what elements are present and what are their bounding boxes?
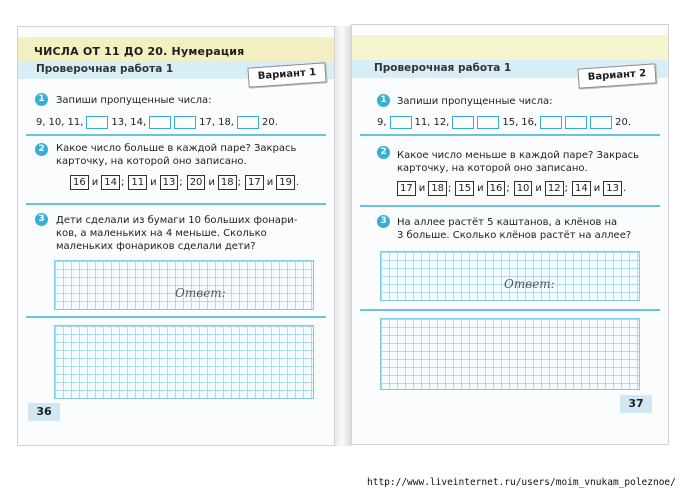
pair-separator: ; xyxy=(447,183,452,194)
divider xyxy=(360,205,660,207)
sequence-number: 9, xyxy=(377,117,387,128)
number-card[interactable]: 18 xyxy=(218,175,237,190)
task-3-text-line-3: маленьких фонариков сделали дети? xyxy=(56,241,256,252)
chapter-title: ЧИСЛА ОТ 11 ДО 20. Нумерация xyxy=(34,45,245,58)
number-card[interactable]: 18 xyxy=(428,181,447,196)
divider xyxy=(26,134,326,136)
missing-number-box[interactable] xyxy=(477,116,499,129)
conjunction-label: и xyxy=(477,183,484,194)
number-card[interactable]: 17 xyxy=(245,175,264,190)
divider xyxy=(26,203,326,205)
task-3-text-line-2: ков, а маленьких на 4 меньше. Сколько xyxy=(56,228,267,239)
number-card[interactable]: 15 xyxy=(455,181,474,196)
answer-grid[interactable] xyxy=(380,251,640,301)
task-2-number-icon: 2 xyxy=(35,143,48,156)
divider xyxy=(360,309,660,311)
pair-separator: . xyxy=(623,183,627,194)
sequence-number: 20. xyxy=(615,117,632,128)
work-title: Проверочная работа 1 xyxy=(374,62,512,74)
task-2-text-line-1: Какое число больше в каждой паре? Закрась xyxy=(56,143,297,154)
missing-number-box[interactable] xyxy=(86,116,108,129)
work-title: Проверочная работа 1 xyxy=(36,63,174,75)
left-page xyxy=(17,26,335,446)
book-spine xyxy=(335,26,351,446)
number-card[interactable]: 20 xyxy=(187,175,206,190)
sequence-number: 20. xyxy=(261,117,278,128)
task-1-number-icon: 1 xyxy=(377,94,390,107)
divider xyxy=(26,316,326,318)
answer-label: Ответ: xyxy=(504,277,555,291)
task-3-number-icon: 3 xyxy=(377,215,390,228)
sequence-number: 12, xyxy=(433,117,450,128)
task-2-number-icon: 2 xyxy=(377,146,390,159)
page-number: 37 xyxy=(620,395,652,413)
pair-separator: ; xyxy=(120,177,125,188)
missing-number-box[interactable] xyxy=(390,116,412,129)
conjunction-label: и xyxy=(91,177,99,188)
task-1-text: Запиши пропущенные числа: xyxy=(397,96,553,107)
pair-separator: ; xyxy=(179,177,183,188)
sequence-number: 15, xyxy=(502,117,519,128)
sequence-number: 11, xyxy=(414,117,431,128)
conjunction-label: и xyxy=(593,183,601,194)
missing-number-box[interactable] xyxy=(174,116,196,129)
sequence-number: 17, xyxy=(199,117,216,128)
number-card[interactable]: 13 xyxy=(603,181,622,196)
sequence-number: 13, xyxy=(111,117,128,128)
task-3-text-line-1: На аллее растёт 5 каштанов, а клёнов на xyxy=(397,217,618,228)
missing-number-box[interactable] xyxy=(237,116,259,129)
solution-grid[interactable] xyxy=(54,325,314,399)
sequence-number: 11, xyxy=(67,117,84,128)
variant-tag: Вариант 1 xyxy=(247,62,326,87)
task-1-number-icon: 1 xyxy=(35,93,48,106)
missing-number-box[interactable] xyxy=(590,116,612,129)
task-3-number-icon: 3 xyxy=(35,213,48,226)
sequence-number: 9, xyxy=(36,117,46,128)
number-card[interactable]: 10 xyxy=(514,181,533,196)
task-1-number-sequence xyxy=(377,116,634,129)
page-number: 36 xyxy=(28,403,60,421)
number-card[interactable]: 14 xyxy=(101,175,120,190)
task-2-text-line-2: карточку, на которой оно записано. xyxy=(56,156,247,167)
sequence-number: 18, xyxy=(218,117,234,128)
number-card[interactable]: 13 xyxy=(160,175,179,190)
task-3-text-line-1: Дети сделали из бумаги 10 больших фонари- xyxy=(56,215,298,226)
number-card[interactable]: 16 xyxy=(487,181,506,196)
missing-number-box[interactable] xyxy=(452,116,474,129)
sequence-number: 10, xyxy=(48,117,65,128)
conjunction-label: и xyxy=(150,177,157,188)
missing-number-box[interactable] xyxy=(149,116,171,129)
sequence-number: 14, xyxy=(130,117,147,128)
number-card[interactable]: 19 xyxy=(276,175,295,190)
task-3-text-line-2: 3 больше. Сколько клёнов растёт на аллее? xyxy=(397,230,632,241)
conjunction-label: и xyxy=(418,183,426,194)
pair-separator: . xyxy=(296,177,300,188)
number-card[interactable]: 17 xyxy=(397,181,416,196)
number-card[interactable]: 11 xyxy=(128,175,147,190)
conjunction-label: и xyxy=(208,177,215,188)
task-1-text: Запиши пропущенные числа: xyxy=(56,95,212,106)
missing-number-box[interactable] xyxy=(540,116,562,129)
sequence-number: 16, xyxy=(521,117,538,128)
conjunction-label: и xyxy=(266,177,274,188)
task-1-number-sequence xyxy=(36,116,281,129)
number-card[interactable]: 16 xyxy=(70,175,89,190)
task-2-text-line-1: Какое число меньше в каждой паре? Закрась xyxy=(397,150,639,161)
task-2-card-pairs xyxy=(397,181,630,196)
divider xyxy=(360,134,660,136)
task-2-card-pairs xyxy=(70,175,303,190)
conjunction-label: и xyxy=(535,183,542,194)
number-card[interactable]: 14 xyxy=(572,181,591,196)
pair-separator: ; xyxy=(237,177,242,188)
task-2-text-line-2: карточку, на которой оно записано. xyxy=(397,163,588,174)
variant-tag: Вариант 2 xyxy=(577,63,656,88)
answer-label: Ответ: xyxy=(175,286,226,300)
answer-grid[interactable] xyxy=(54,260,314,310)
solution-grid[interactable] xyxy=(380,318,640,390)
right-page xyxy=(351,24,669,445)
source-url: http://www.liveinternet.ru/users/moim_vnukam_poleznoe/ xyxy=(367,477,676,488)
missing-number-box[interactable] xyxy=(565,116,587,129)
pair-separator: ; xyxy=(506,183,510,194)
pair-separator: ; xyxy=(564,183,569,194)
number-card[interactable]: 12 xyxy=(545,181,564,196)
